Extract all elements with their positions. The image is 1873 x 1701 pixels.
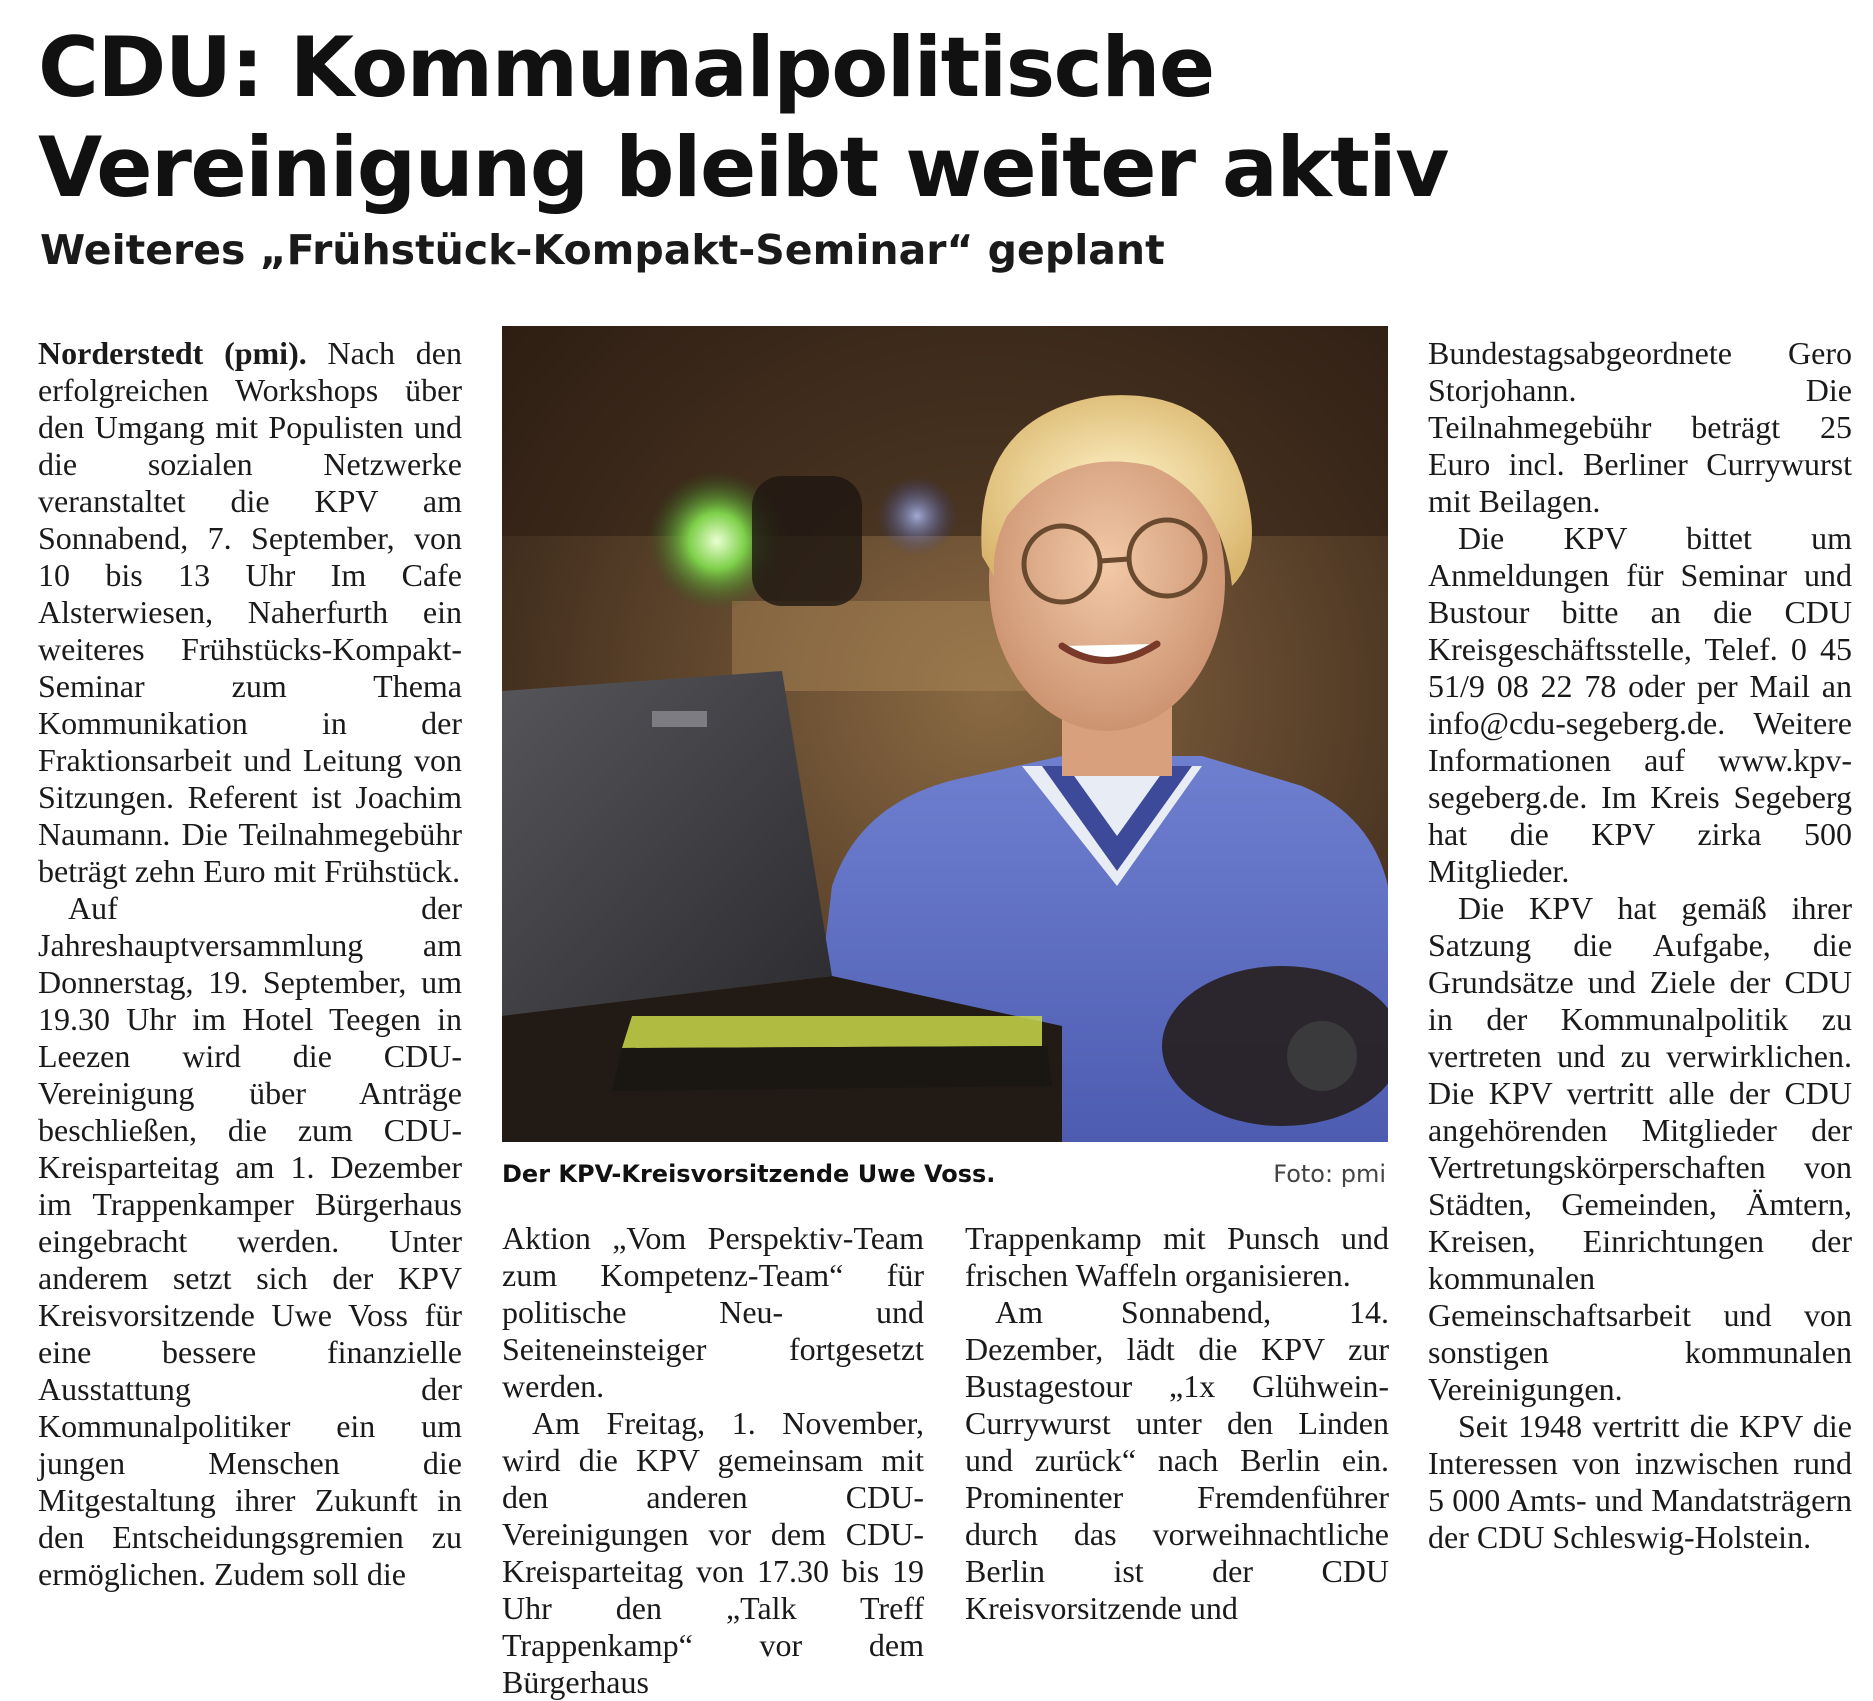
paragraph: Bundestagsabgeordnete Gero Storjohann. Die Teilnahmegebühr beträgt 25 Euro incl. Berliner Currywurst mit Beilagen. <box>1428 335 1852 519</box>
photo-caption <box>502 1154 1388 1194</box>
article-photo <box>502 326 1388 1142</box>
subheadline: Weiteres „Frühstück-Kompakt-Seminar“ geplant <box>40 226 1165 274</box>
headline <box>38 18 1838 218</box>
paragraph: Die KPV bittet um Anmeldungen für Seminar und Bustour bitte an die CDU Kreisgeschäftsstelle, Telef. 0 45 51/9 08 22 78 oder per Mail an info@cdu-segeberg.de. Weitere Informationen auf www.kpv-segeberg.de. Im Kreis Segeberg hat die KPV zirka 500 Mitglieder. <box>1428 520 1852 889</box>
article-column-3 <box>965 1220 1389 1627</box>
paragraph: Die KPV hat gemäß ihrer Satzung die Aufgabe, die Grundsätze und Ziele der CDU in der Kommunalpolitik zu vertreten und zu verwirklichen. Die KPV vertritt alle der CDU angehörenden Mitglieder der Vertretungskörperschaften von Städten, Gemeinden, Ämtern, Kreisen, Einrichtungen der kommunalen Gemeinschaftsarbeit und von sonstigen kommunalen Vereinigungen. <box>1428 890 1852 1407</box>
dateline: Norderstedt (pmi). <box>38 335 307 371</box>
paragraph: Auf der Jahreshauptversammlung am Donnerstag, 19. September, um 19.30 Uhr im Hotel Teegen in Leezen wird die CDU-Vereinigung über Anträge beschließen, die zum CDU-Kreisparteitag am 1. Dezember im Trappenkamper Bürgerhaus eingebracht werden. Unter anderem setzt sich der KPV Kreisvorsitzende Uwe Voss für eine bessere finanzielle Ausstattung der Kommunalpolitiker ein um jungen Menschen die Mitgestaltung ihrer Zukunft in den Entscheidungsgremien zu ermöglichen. Zudem soll die <box>38 890 462 1592</box>
paragraph <box>38 335 462 890</box>
photo-illustration <box>502 326 1388 1142</box>
paragraph: Seit 1948 vertritt die KPV die Interessen von inzwischen rund 5 000 Amts- und Mandatsträgern der CDU Schleswig-Holstein. <box>1428 1408 1852 1555</box>
paragraph: Am Freitag, 1. November, wird die KPV gemeinsam mit den anderen CDU-Vereinigungen vor dem CDU-Kreisparteitag von 17.30 bis 19 Uhr den „Talk Treff Trappenkamp“ vor dem Bürgerhaus <box>502 1405 924 1700</box>
caption-text: Der KPV-Kreisvorsitzende Uwe Voss. <box>502 1160 996 1188</box>
headline-line-2: Vereinigung bleibt weiter aktiv <box>38 119 1448 216</box>
article-column-4 <box>1428 335 1852 1556</box>
article-column-1 <box>38 335 462 1593</box>
photo-credit: Foto: pmi <box>1273 1160 1386 1188</box>
paragraph: Am Sonnabend, 14. Dezember, lädt die KPV zur Bustagestour „1x Glühwein-Currywurst unter den Linden und zurück“ nach Berlin ein. Prominenter Fremdenführer durch das vorweihnachtliche Berlin ist der CDU Kreisvorsitzende und <box>965 1294 1389 1626</box>
headline-line-1: CDU: Kommunalpolitische <box>38 19 1214 116</box>
paragraph-text: Nach den erfolgreichen Workshops über den Umgang mit Populisten und die sozialen Netzwerke veranstaltet die KPV am Sonnabend, 7. September, von 10 bis 13 Uhr Im Cafe Alsterwiesen, Naherfurth ein weiteres Frühstücks-Kompakt-Seminar zum Thema Kommunikation in der Fraktionsarbeit und Leitung von Sitzungen. Referent ist Joachim Naumann. Die Teilnahmegebühr beträgt zehn Euro mit Frühstück. <box>38 335 462 889</box>
article-column-2 <box>502 1220 924 1701</box>
paragraph: Aktion „Vom Perspektiv-Team zum Kompetenz-Team“ für politische Neu- und Seiteneinsteiger fortgesetzt werden. <box>502 1220 924 1404</box>
paragraph: Trappenkamp mit Punsch und frischen Waffeln organisieren. <box>965 1220 1389 1293</box>
